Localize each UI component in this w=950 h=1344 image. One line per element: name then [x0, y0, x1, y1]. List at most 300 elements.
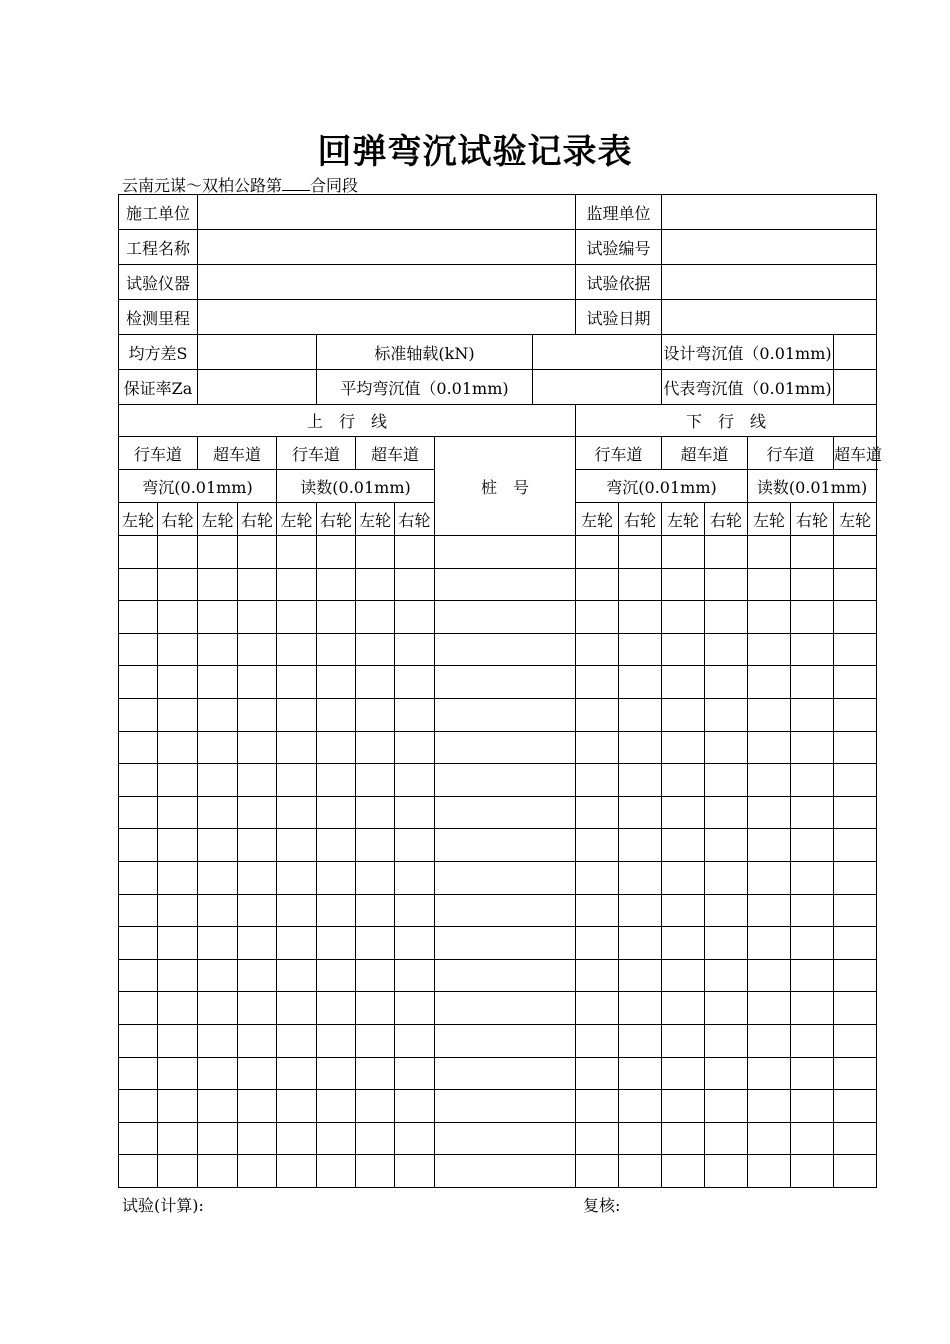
data-cell[interactable] — [277, 731, 317, 764]
data-cell[interactable] — [662, 1122, 705, 1155]
data-cell[interactable] — [158, 992, 198, 1025]
data-cell[interactable] — [198, 698, 238, 731]
data-cell[interactable] — [158, 731, 198, 764]
data-cell[interactable] — [356, 894, 395, 927]
data-cell[interactable] — [791, 1090, 834, 1123]
standard-axle-load-field[interactable] — [533, 335, 662, 370]
data-cell[interactable] — [619, 698, 662, 731]
stake-number-cell[interactable] — [435, 1155, 576, 1188]
data-cell[interactable] — [238, 1057, 277, 1090]
data-cell[interactable] — [158, 1155, 198, 1188]
data-cell[interactable] — [619, 633, 662, 666]
data-cell[interactable] — [395, 601, 435, 634]
data-cell[interactable] — [705, 1155, 748, 1188]
data-cell[interactable] — [119, 1057, 158, 1090]
data-cell[interactable] — [317, 633, 356, 666]
data-cell[interactable] — [238, 927, 277, 960]
data-cell[interactable] — [748, 861, 791, 894]
supervision-unit-field[interactable] — [662, 195, 877, 230]
data-cell[interactable] — [198, 1155, 238, 1188]
data-cell[interactable] — [576, 633, 619, 666]
data-cell[interactable] — [619, 568, 662, 601]
data-cell[interactable] — [791, 1155, 834, 1188]
data-cell[interactable] — [317, 666, 356, 699]
stake-number-cell[interactable] — [435, 568, 576, 601]
data-cell[interactable] — [705, 1024, 748, 1057]
data-cell[interactable] — [356, 927, 395, 960]
data-cell[interactable] — [198, 1024, 238, 1057]
data-cell[interactable] — [238, 1024, 277, 1057]
data-cell[interactable] — [317, 894, 356, 927]
stake-number-cell[interactable] — [435, 1024, 576, 1057]
data-cell[interactable] — [119, 1155, 158, 1188]
data-cell[interactable] — [662, 927, 705, 960]
stake-number-cell[interactable] — [435, 861, 576, 894]
stake-number-cell[interactable] — [435, 829, 576, 862]
data-cell[interactable] — [834, 764, 877, 797]
data-cell[interactable] — [395, 1122, 435, 1155]
data-cell[interactable] — [356, 829, 395, 862]
data-cell[interactable] — [791, 1057, 834, 1090]
stake-number-cell[interactable] — [435, 536, 576, 569]
data-cell[interactable] — [198, 829, 238, 862]
data-cell[interactable] — [158, 536, 198, 569]
data-cell[interactable] — [748, 568, 791, 601]
data-cell[interactable] — [791, 698, 834, 731]
data-cell[interactable] — [662, 1024, 705, 1057]
data-cell[interactable] — [748, 536, 791, 569]
data-cell[interactable] — [619, 764, 662, 797]
data-cell[interactable] — [748, 1155, 791, 1188]
data-cell[interactable] — [748, 1122, 791, 1155]
data-cell[interactable] — [834, 927, 877, 960]
data-cell[interactable] — [662, 796, 705, 829]
data-cell[interactable] — [748, 1090, 791, 1123]
data-cell[interactable] — [238, 959, 277, 992]
data-cell[interactable] — [158, 601, 198, 634]
data-cell[interactable] — [317, 796, 356, 829]
data-cell[interactable] — [576, 959, 619, 992]
data-cell[interactable] — [119, 992, 158, 1025]
data-cell[interactable] — [834, 698, 877, 731]
data-cell[interactable] — [317, 568, 356, 601]
test-date-field[interactable] — [662, 300, 877, 335]
data-cell[interactable] — [317, 1155, 356, 1188]
data-cell[interactable] — [356, 633, 395, 666]
data-cell[interactable] — [119, 927, 158, 960]
data-cell[interactable] — [834, 536, 877, 569]
stake-number-cell[interactable] — [435, 927, 576, 960]
data-cell[interactable] — [198, 1057, 238, 1090]
stake-number-cell[interactable] — [435, 1090, 576, 1123]
data-cell[interactable] — [834, 1122, 877, 1155]
data-cell[interactable] — [791, 666, 834, 699]
data-cell[interactable] — [198, 894, 238, 927]
data-cell[interactable] — [791, 601, 834, 634]
data-cell[interactable] — [238, 829, 277, 862]
data-cell[interactable] — [317, 731, 356, 764]
data-cell[interactable] — [576, 927, 619, 960]
data-cell[interactable] — [317, 698, 356, 731]
data-cell[interactable] — [277, 633, 317, 666]
data-cell[interactable] — [619, 1057, 662, 1090]
data-cell[interactable] — [238, 861, 277, 894]
data-cell[interactable] — [619, 731, 662, 764]
data-cell[interactable] — [576, 829, 619, 862]
data-cell[interactable] — [119, 959, 158, 992]
data-cell[interactable] — [317, 1090, 356, 1123]
data-cell[interactable] — [748, 601, 791, 634]
data-cell[interactable] — [277, 1090, 317, 1123]
data-cell[interactable] — [395, 861, 435, 894]
data-cell[interactable] — [791, 568, 834, 601]
data-cell[interactable] — [619, 666, 662, 699]
stake-number-cell[interactable] — [435, 992, 576, 1025]
data-cell[interactable] — [619, 861, 662, 894]
data-cell[interactable] — [576, 698, 619, 731]
data-cell[interactable] — [198, 764, 238, 797]
data-cell[interactable] — [317, 536, 356, 569]
data-cell[interactable] — [356, 1155, 395, 1188]
data-cell[interactable] — [834, 796, 877, 829]
test-number-field[interactable] — [662, 230, 877, 265]
data-cell[interactable] — [705, 633, 748, 666]
data-cell[interactable] — [198, 959, 238, 992]
data-cell[interactable] — [198, 861, 238, 894]
data-cell[interactable] — [834, 959, 877, 992]
data-cell[interactable] — [576, 536, 619, 569]
data-cell[interactable] — [662, 731, 705, 764]
data-cell[interactable] — [277, 959, 317, 992]
data-cell[interactable] — [619, 829, 662, 862]
data-cell[interactable] — [277, 1024, 317, 1057]
data-cell[interactable] — [277, 764, 317, 797]
data-cell[interactable] — [238, 731, 277, 764]
data-cell[interactable] — [395, 959, 435, 992]
data-cell[interactable] — [277, 536, 317, 569]
stake-number-cell[interactable] — [435, 764, 576, 797]
data-cell[interactable] — [238, 666, 277, 699]
data-cell[interactable] — [198, 568, 238, 601]
data-cell[interactable] — [119, 764, 158, 797]
data-cell[interactable] — [748, 796, 791, 829]
data-cell[interactable] — [791, 894, 834, 927]
data-cell[interactable] — [356, 568, 395, 601]
data-cell[interactable] — [748, 959, 791, 992]
data-cell[interactable] — [791, 633, 834, 666]
data-cell[interactable] — [158, 568, 198, 601]
stake-number-cell[interactable] — [435, 633, 576, 666]
data-cell[interactable] — [576, 1057, 619, 1090]
data-cell[interactable] — [158, 666, 198, 699]
data-cell[interactable] — [119, 601, 158, 634]
data-cell[interactable] — [395, 1024, 435, 1057]
data-cell[interactable] — [158, 1090, 198, 1123]
data-cell[interactable] — [277, 1122, 317, 1155]
data-cell[interactable] — [662, 861, 705, 894]
data-cell[interactable] — [576, 1024, 619, 1057]
data-cell[interactable] — [158, 927, 198, 960]
data-cell[interactable] — [705, 959, 748, 992]
data-cell[interactable] — [395, 698, 435, 731]
data-cell[interactable] — [791, 764, 834, 797]
data-cell[interactable] — [277, 829, 317, 862]
data-cell[interactable] — [748, 992, 791, 1025]
data-cell[interactable] — [317, 992, 356, 1025]
data-cell[interactable] — [705, 568, 748, 601]
data-cell[interactable] — [791, 1024, 834, 1057]
data-cell[interactable] — [119, 698, 158, 731]
data-cell[interactable] — [356, 1024, 395, 1057]
data-cell[interactable] — [238, 601, 277, 634]
data-cell[interactable] — [748, 829, 791, 862]
data-cell[interactable] — [834, 666, 877, 699]
data-cell[interactable] — [576, 666, 619, 699]
data-cell[interactable] — [198, 633, 238, 666]
data-cell[interactable] — [119, 1122, 158, 1155]
data-cell[interactable] — [705, 698, 748, 731]
data-cell[interactable] — [748, 698, 791, 731]
data-cell[interactable] — [238, 1122, 277, 1155]
data-cell[interactable] — [576, 764, 619, 797]
data-cell[interactable] — [662, 568, 705, 601]
data-cell[interactable] — [119, 536, 158, 569]
design-deflection-field[interactable] — [834, 335, 877, 370]
data-cell[interactable] — [356, 536, 395, 569]
data-cell[interactable] — [791, 992, 834, 1025]
data-cell[interactable] — [356, 731, 395, 764]
data-cell[interactable] — [238, 536, 277, 569]
inspection-mileage-field[interactable] — [198, 300, 576, 335]
data-cell[interactable] — [619, 1090, 662, 1123]
data-cell[interactable] — [395, 764, 435, 797]
data-cell[interactable] — [662, 1057, 705, 1090]
data-cell[interactable] — [317, 959, 356, 992]
data-cell[interactable] — [198, 536, 238, 569]
data-cell[interactable] — [158, 698, 198, 731]
data-cell[interactable] — [158, 894, 198, 927]
data-cell[interactable] — [238, 568, 277, 601]
data-cell[interactable] — [834, 992, 877, 1025]
data-cell[interactable] — [705, 666, 748, 699]
stake-number-cell[interactable] — [435, 698, 576, 731]
data-cell[interactable] — [119, 861, 158, 894]
data-cell[interactable] — [277, 698, 317, 731]
data-cell[interactable] — [277, 568, 317, 601]
data-cell[interactable] — [576, 861, 619, 894]
data-cell[interactable] — [619, 927, 662, 960]
data-cell[interactable] — [356, 698, 395, 731]
data-cell[interactable] — [791, 536, 834, 569]
data-cell[interactable] — [705, 764, 748, 797]
data-cell[interactable] — [317, 861, 356, 894]
stake-number-cell[interactable] — [435, 731, 576, 764]
data-cell[interactable] — [791, 861, 834, 894]
data-cell[interactable] — [834, 568, 877, 601]
data-cell[interactable] — [619, 1155, 662, 1188]
data-cell[interactable] — [705, 1057, 748, 1090]
rep-deflection-field[interactable] — [834, 370, 877, 405]
data-cell[interactable] — [395, 633, 435, 666]
data-cell[interactable] — [356, 601, 395, 634]
data-cell[interactable] — [662, 1155, 705, 1188]
data-cell[interactable] — [119, 666, 158, 699]
data-cell[interactable] — [198, 992, 238, 1025]
construction-unit-field[interactable] — [198, 195, 576, 230]
data-cell[interactable] — [238, 764, 277, 797]
data-cell[interactable] — [277, 992, 317, 1025]
stake-number-cell[interactable] — [435, 1122, 576, 1155]
data-cell[interactable] — [238, 1155, 277, 1188]
data-cell[interactable] — [576, 1122, 619, 1155]
data-cell[interactable] — [317, 1024, 356, 1057]
data-cell[interactable] — [395, 927, 435, 960]
data-cell[interactable] — [158, 796, 198, 829]
data-cell[interactable] — [356, 861, 395, 894]
data-cell[interactable] — [834, 601, 877, 634]
data-cell[interactable] — [662, 992, 705, 1025]
data-cell[interactable] — [158, 633, 198, 666]
data-cell[interactable] — [662, 633, 705, 666]
data-cell[interactable] — [619, 601, 662, 634]
data-cell[interactable] — [705, 927, 748, 960]
data-cell[interactable] — [317, 601, 356, 634]
data-cell[interactable] — [238, 633, 277, 666]
data-cell[interactable] — [705, 536, 748, 569]
data-cell[interactable] — [198, 1090, 238, 1123]
data-cell[interactable] — [119, 1090, 158, 1123]
data-cell[interactable] — [834, 731, 877, 764]
data-cell[interactable] — [317, 927, 356, 960]
data-cell[interactable] — [791, 829, 834, 862]
std-dev-field[interactable] — [198, 335, 317, 370]
data-cell[interactable] — [791, 731, 834, 764]
data-cell[interactable] — [238, 796, 277, 829]
data-cell[interactable] — [158, 829, 198, 862]
project-name-field[interactable] — [198, 230, 576, 265]
data-cell[interactable] — [158, 959, 198, 992]
test-instrument-field[interactable] — [198, 265, 576, 300]
stake-number-cell[interactable] — [435, 666, 576, 699]
data-cell[interactable] — [662, 601, 705, 634]
data-cell[interactable] — [705, 731, 748, 764]
data-cell[interactable] — [395, 536, 435, 569]
data-cell[interactable] — [238, 992, 277, 1025]
data-cell[interactable] — [576, 1155, 619, 1188]
test-basis-field[interactable] — [662, 265, 877, 300]
data-cell[interactable] — [619, 1024, 662, 1057]
data-cell[interactable] — [395, 666, 435, 699]
contract-number-blank[interactable] — [282, 176, 310, 191]
guarantee-rate-field[interactable] — [198, 370, 317, 405]
data-cell[interactable] — [158, 861, 198, 894]
data-cell[interactable] — [705, 992, 748, 1025]
data-cell[interactable] — [834, 1057, 877, 1090]
data-cell[interactable] — [662, 698, 705, 731]
avg-deflection-field[interactable] — [533, 370, 662, 405]
stake-number-cell[interactable] — [435, 796, 576, 829]
stake-number-cell[interactable] — [435, 601, 576, 634]
data-cell[interactable] — [395, 894, 435, 927]
data-cell[interactable] — [119, 633, 158, 666]
data-cell[interactable] — [834, 633, 877, 666]
data-cell[interactable] — [317, 1122, 356, 1155]
data-cell[interactable] — [395, 1057, 435, 1090]
data-cell[interactable] — [662, 829, 705, 862]
data-cell[interactable] — [198, 927, 238, 960]
data-cell[interactable] — [705, 601, 748, 634]
data-cell[interactable] — [238, 1090, 277, 1123]
data-cell[interactable] — [619, 1122, 662, 1155]
data-cell[interactable] — [619, 894, 662, 927]
data-cell[interactable] — [662, 536, 705, 569]
data-cell[interactable] — [576, 601, 619, 634]
data-cell[interactable] — [619, 536, 662, 569]
data-cell[interactable] — [317, 829, 356, 862]
data-cell[interactable] — [791, 959, 834, 992]
data-cell[interactable] — [277, 601, 317, 634]
data-cell[interactable] — [791, 927, 834, 960]
data-cell[interactable] — [119, 829, 158, 862]
data-cell[interactable] — [356, 666, 395, 699]
data-cell[interactable] — [356, 1057, 395, 1090]
data-cell[interactable] — [356, 959, 395, 992]
data-cell[interactable] — [119, 568, 158, 601]
data-cell[interactable] — [395, 731, 435, 764]
data-cell[interactable] — [705, 796, 748, 829]
data-cell[interactable] — [277, 666, 317, 699]
data-cell[interactable] — [356, 992, 395, 1025]
data-cell[interactable] — [576, 992, 619, 1025]
data-cell[interactable] — [356, 1090, 395, 1123]
data-cell[interactable] — [748, 1057, 791, 1090]
data-cell[interactable] — [277, 1155, 317, 1188]
data-cell[interactable] — [238, 698, 277, 731]
data-cell[interactable] — [238, 894, 277, 927]
data-cell[interactable] — [748, 764, 791, 797]
data-cell[interactable] — [705, 1122, 748, 1155]
data-cell[interactable] — [277, 927, 317, 960]
data-cell[interactable] — [277, 894, 317, 927]
data-cell[interactable] — [619, 992, 662, 1025]
data-cell[interactable] — [834, 1024, 877, 1057]
data-cell[interactable] — [198, 796, 238, 829]
data-cell[interactable] — [317, 1057, 356, 1090]
data-cell[interactable] — [395, 796, 435, 829]
data-cell[interactable] — [748, 927, 791, 960]
data-cell[interactable] — [748, 1024, 791, 1057]
data-cell[interactable] — [619, 959, 662, 992]
data-cell[interactable] — [619, 796, 662, 829]
data-cell[interactable] — [576, 894, 619, 927]
data-cell[interactable] — [158, 1024, 198, 1057]
data-cell[interactable] — [748, 731, 791, 764]
data-cell[interactable] — [834, 1090, 877, 1123]
data-cell[interactable] — [834, 861, 877, 894]
data-cell[interactable] — [662, 1090, 705, 1123]
data-cell[interactable] — [705, 1090, 748, 1123]
data-cell[interactable] — [576, 731, 619, 764]
data-cell[interactable] — [576, 1090, 619, 1123]
data-cell[interactable] — [576, 796, 619, 829]
data-cell[interactable] — [662, 666, 705, 699]
data-cell[interactable] — [662, 764, 705, 797]
data-cell[interactable] — [198, 601, 238, 634]
data-cell[interactable] — [119, 894, 158, 927]
data-cell[interactable] — [705, 829, 748, 862]
data-cell[interactable] — [791, 796, 834, 829]
data-cell[interactable] — [119, 731, 158, 764]
